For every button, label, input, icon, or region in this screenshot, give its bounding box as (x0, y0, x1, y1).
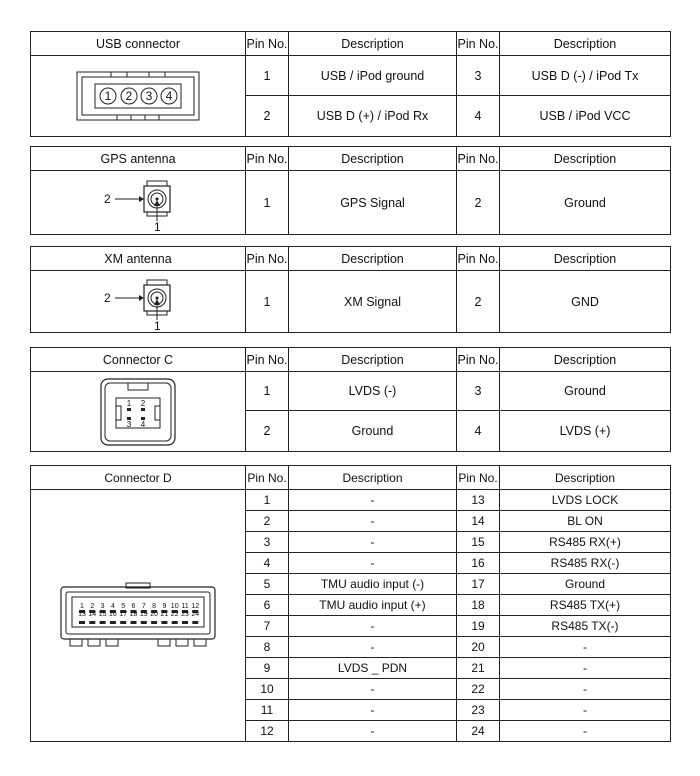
coax-connector-icon (83, 272, 193, 332)
connector-d-diagram-pin: 16 (109, 610, 117, 618)
connector-c-diagram-pin: 2 (140, 398, 146, 408)
pin-number: 1 (246, 56, 289, 96)
pin-description: - (500, 637, 671, 658)
pin-number: 1 (246, 171, 289, 235)
pin-description: GPS Signal (289, 171, 457, 235)
description-header: Description (500, 247, 671, 271)
pin-number: 14 (457, 511, 500, 532)
description-header: Description (500, 466, 671, 490)
pin-number: 2 (457, 171, 500, 235)
connector-d-diagram-pin: 14 (88, 610, 97, 618)
pin-description: LVDS LOCK (500, 490, 671, 511)
pin-number: 2 (246, 511, 289, 532)
pin-description: GND (500, 271, 671, 333)
pin-number: 2 (246, 411, 289, 452)
pin-description: Ground (500, 372, 671, 411)
xm-title: XM antenna (31, 247, 246, 271)
connector-d-diagram-pin: 7 (141, 602, 146, 610)
pin-number: 7 (246, 616, 289, 637)
connector-d-diagram-pin: 2 (90, 602, 95, 610)
pin-description: - (500, 679, 671, 700)
pin-description: - (289, 532, 457, 553)
connector-d-diagram-pin: 11 (181, 602, 189, 610)
connector-d-diagram-pin: 13 (78, 610, 86, 618)
pin-number: 20 (457, 637, 500, 658)
description-header: Description (289, 32, 457, 56)
pin-description: - (289, 700, 457, 721)
pin-number: 1 (246, 490, 289, 511)
connector-d-icon (58, 581, 218, 651)
connector-d-diagram-pin: 22 (170, 610, 179, 618)
pin-description: RS485 RX(-) (500, 553, 671, 574)
connector-d-diagram-pin: 8 (152, 602, 157, 610)
connector-d-pin-terminal (141, 621, 147, 624)
xm-antenna-table (30, 246, 671, 333)
connector-d-pin-terminal (172, 621, 178, 624)
pin-number: 8 (246, 637, 289, 658)
pin-number: 16 (457, 553, 500, 574)
pin-description: Ground (500, 171, 671, 235)
pin-number: 23 (457, 700, 500, 721)
pin-number: 24 (457, 721, 500, 742)
connector-d-table (30, 465, 671, 742)
pin-number: 2 (457, 271, 500, 333)
pin-no-header: Pin No. (246, 247, 289, 271)
pin-number: 18 (457, 595, 500, 616)
pin-description: RS485 TX(-) (500, 616, 671, 637)
pin-description: - (500, 721, 671, 742)
description-header: Description (289, 147, 457, 171)
connector-c-diagram-pin: 1 (126, 398, 132, 408)
pin-description: - (289, 679, 457, 700)
pin-number: 10 (246, 679, 289, 700)
pin-description: TMU audio input (-) (289, 574, 457, 595)
pin-description: LVDS _ PDN (289, 658, 457, 679)
pin-description: LVDS (+) (500, 411, 671, 452)
pin-description: - (289, 490, 457, 511)
gps-diagram-label: 2 (104, 191, 111, 206)
pin-no-header: Pin No. (246, 348, 289, 372)
pin-number: 1 (246, 271, 289, 333)
pin-no-header: Pin No. (457, 466, 500, 490)
connector-d-title: Connector D (31, 466, 246, 490)
connector-d-pin-terminal (79, 621, 85, 624)
pin-description: - (500, 658, 671, 679)
coax-connector-icon (83, 173, 193, 233)
connector-d-diagram-pin: 21 (160, 610, 169, 618)
usb-diagram-pin: 1 (104, 89, 112, 103)
connector-d-diagram-pin: 9 (162, 602, 167, 610)
pin-description: - (289, 511, 457, 532)
pin-no-header: Pin No. (457, 247, 500, 271)
connector-d-pin-terminal (192, 621, 198, 624)
description-header: Description (500, 147, 671, 171)
pin-description: - (500, 700, 671, 721)
pin-number: 13 (457, 490, 500, 511)
connector-d-pin-terminal (89, 621, 95, 624)
connector-d-diagram-pin: 15 (98, 610, 107, 618)
pin-number: 21 (457, 658, 500, 679)
usb-diagram-pin: 3 (145, 89, 153, 103)
connector-d-pin-terminal (151, 621, 157, 624)
pin-description: Ground (289, 411, 457, 452)
pin-description: - (289, 721, 457, 742)
connector-d-diagram-pin: 17 (119, 610, 128, 618)
connector-d-pin-terminal (182, 621, 188, 624)
usb-diagram-pin: 4 (165, 89, 173, 103)
connector-d-diagram (31, 490, 246, 742)
gps-diagram-label: 1 (154, 219, 161, 233)
connector-c-icon (98, 376, 178, 448)
pin-number: 9 (246, 658, 289, 679)
pin-no-header: Pin No. (246, 466, 289, 490)
connector-d-diagram-pin: 1 (80, 602, 84, 610)
connector-d-diagram-pin: 20 (150, 610, 158, 618)
pin-number: 1 (246, 372, 289, 411)
pin-description: - (289, 637, 457, 658)
pin-description: USB D (+) / iPod Rx (289, 96, 457, 137)
connector-d-diagram-pin: 12 (191, 602, 200, 610)
xm-diagram-label: 1 (154, 318, 161, 332)
pin-description: XM Signal (289, 271, 457, 333)
pin-description: RS485 RX(+) (500, 532, 671, 553)
xm-antenna-diagram (31, 271, 246, 333)
connector-d-diagram-pin: 10 (170, 602, 179, 610)
connector-d-pin-terminal (131, 621, 137, 624)
pin-description: TMU audio input (+) (289, 595, 457, 616)
pin-no-header: Pin No. (246, 147, 289, 171)
connector-d-diagram-pin: 18 (129, 610, 138, 618)
gps-antenna-table (30, 146, 671, 235)
xm-diagram-label: 2 (104, 290, 111, 305)
description-header: Description (289, 466, 457, 490)
usb-connector-diagram (31, 56, 246, 137)
pin-description: USB D (-) / iPod Tx (500, 56, 671, 96)
connector-d-diagram-pin: 19 (139, 610, 148, 618)
pin-number: 4 (457, 411, 500, 452)
connector-c-diagram-pin: 4 (140, 419, 146, 429)
connector-c-diagram (31, 372, 246, 452)
connector-c-diagram-pin: 3 (126, 419, 132, 429)
connector-d-diagram-pin: 4 (110, 602, 115, 610)
connector-c-table (30, 347, 671, 452)
pin-no-header: Pin No. (246, 32, 289, 56)
pin-number: 12 (246, 721, 289, 742)
pin-description: USB / iPod ground (289, 56, 457, 96)
pin-number: 17 (457, 574, 500, 595)
pin-number: 11 (246, 700, 289, 721)
pin-no-header: Pin No. (457, 32, 500, 56)
gps-title: GPS antenna (31, 147, 246, 171)
pin-number: 2 (246, 96, 289, 137)
connector-d-diagram-pin: 6 (131, 602, 136, 610)
connector-d-pin-terminal (161, 621, 167, 624)
connector-d-diagram-pin: 3 (100, 602, 105, 610)
pin-description: USB / iPod VCC (500, 96, 671, 137)
pin-description: BL ON (500, 511, 671, 532)
description-header: Description (289, 247, 457, 271)
pin-description: LVDS (-) (289, 372, 457, 411)
usb-connector-table (30, 31, 671, 137)
usb-connector-icon (73, 68, 203, 124)
pin-number: 4 (246, 553, 289, 574)
connector-d-diagram-pin: 24 (191, 610, 200, 618)
description-header: Description (500, 348, 671, 372)
usb-title: USB connector (31, 32, 246, 56)
usb-diagram-pin: 2 (125, 89, 133, 103)
description-header: Description (500, 32, 671, 56)
description-header: Description (289, 348, 457, 372)
connector-d-pin-terminal (120, 621, 126, 624)
connector-d-pin-terminal (110, 621, 116, 624)
pin-number: 4 (457, 96, 500, 137)
pin-description: - (289, 616, 457, 637)
pin-number: 6 (246, 595, 289, 616)
pin-description: - (289, 553, 457, 574)
pin-number: 15 (457, 532, 500, 553)
connector-d-diagram-pin: 5 (121, 602, 126, 610)
pin-number: 19 (457, 616, 500, 637)
connector-d-pin-terminal (100, 621, 106, 624)
pin-no-header: Pin No. (457, 348, 500, 372)
pin-number: 5 (246, 574, 289, 595)
pin-number: 3 (246, 532, 289, 553)
pin-number: 22 (457, 679, 500, 700)
gps-antenna-diagram (31, 171, 246, 235)
pin-description: Ground (500, 574, 671, 595)
pin-no-header: Pin No. (457, 147, 500, 171)
pin-number: 3 (457, 372, 500, 411)
pin-description: RS485 TX(+) (500, 595, 671, 616)
pin-number: 3 (457, 56, 500, 96)
connector-d-diagram-pin: 23 (181, 610, 189, 618)
connector-c-title: Connector C (31, 348, 246, 372)
